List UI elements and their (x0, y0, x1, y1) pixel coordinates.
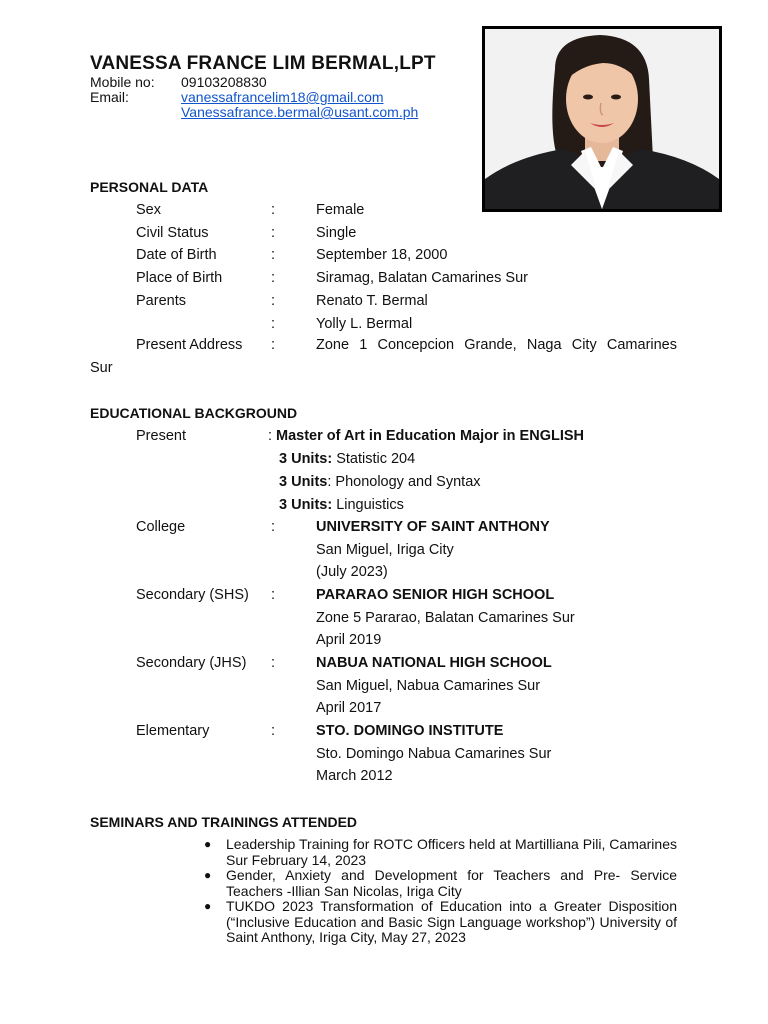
parents-separator-2: : (271, 316, 276, 332)
jhs-separator: : (271, 655, 276, 671)
bullet-icon: ● (204, 868, 212, 882)
present-degree: Master of Art in Education Major in ENGLISH (276, 428, 585, 444)
college-date: (July 2023) (316, 564, 388, 580)
civil-status-value: Single (316, 225, 357, 241)
college-separator: : (271, 519, 276, 535)
profile-photo (482, 26, 722, 212)
mobile-label: Mobile no: (90, 74, 155, 90)
father-name: Renato T. Bermal (316, 293, 428, 309)
address-value: Zone 1 Concepcion Grande, Naga City Camarines (316, 337, 677, 353)
unit-count: 3 Units: (279, 497, 333, 513)
elementary-label: Elementary (136, 723, 210, 739)
sex-label: Sex (136, 202, 161, 218)
present-label: Present (136, 428, 186, 444)
personal-data-heading: PERSONAL DATA (90, 179, 209, 195)
email-link-secondary[interactable]: Vanessafrance.bermal@usant.com.ph (181, 104, 419, 120)
jhs-date: April 2017 (316, 700, 382, 716)
birth-place-label: Place of Birth (136, 270, 223, 286)
birth-date-label: Date of Birth (136, 247, 217, 263)
unit-count: 3 Units: (279, 451, 333, 467)
sex-value: Female (316, 202, 365, 218)
address-label: Present Address (136, 337, 243, 353)
list-item (202, 899, 677, 946)
college-school-address: San Miguel, Iriga City (316, 542, 454, 558)
seminars-heading: SEMINARS AND TRAININGS ATTENDED (90, 814, 358, 830)
email-link-primary[interactable]: vanessafrancelim18@gmail.com (181, 89, 384, 105)
applicant-name: VANESSA FRANCE LIM BERMAL,LPT (90, 53, 436, 74)
bullet-icon: ● (204, 837, 212, 851)
unit-subject: : Phonology and Syntax (327, 474, 481, 490)
jhs-school-name: NABUA NATIONAL HIGH SCHOOL (316, 655, 552, 671)
elementary-school-address: Sto. Domingo Nabua Camarines Sur (316, 746, 552, 762)
mobile-number: 09103208830 (181, 74, 267, 90)
unit-row (279, 497, 404, 513)
address-value-wrap: Sur (90, 360, 113, 376)
sex-separator: : (271, 202, 276, 218)
jhs-label: Secondary (JHS) (136, 655, 247, 671)
birth-date-separator: : (271, 247, 276, 263)
bullet-icon: ● (204, 899, 212, 913)
education-heading: EDUCATIONAL BACKGROUND (90, 405, 298, 421)
elementary-separator: : (271, 723, 276, 739)
civil-status-separator: : (271, 225, 276, 241)
mother-name: Yolly L. Bermal (316, 316, 413, 332)
list-item (202, 868, 677, 899)
parents-separator: : (271, 293, 276, 309)
present-separator: : (268, 428, 273, 444)
email-label: Email: (90, 89, 129, 105)
civil-status-label: Civil Status (136, 225, 209, 241)
unit-count: 3 Units (279, 474, 328, 490)
unit-row (279, 474, 481, 490)
shs-school-address: Zone 5 Pararao, Balatan Camarines Sur (316, 610, 575, 626)
seminars-list (202, 837, 677, 946)
college-school-name: UNIVERSITY OF SAINT ANTHONY (316, 519, 550, 535)
elementary-school-name: STO. DOMINGO INSTITUTE (316, 723, 504, 739)
unit-subject: Linguistics (332, 497, 404, 513)
shs-label: Secondary (SHS) (136, 587, 249, 603)
college-label: College (136, 519, 186, 535)
birth-place-separator: : (271, 270, 276, 286)
seminar-text: Gender, Anxiety and Development for Teachers and Pre- Service Teachers -Illian San Nicolas, Iriga City (226, 867, 677, 899)
parents-label: Parents (136, 293, 186, 309)
unit-row (279, 451, 415, 467)
seminar-text: TUKDO 2023 Transformation of Education into a Greater Disposition (“Inclusive Education and Basic Sign Language workshop”) University of Saint Anthony, Iriga City, May 27, 2023 (226, 898, 677, 945)
jhs-school-address: San Miguel, Nabua Camarines Sur (316, 678, 541, 694)
list-item (202, 837, 677, 868)
shs-school-name: PARARAO SENIOR HIGH SCHOOL (316, 587, 555, 603)
address-separator: : (271, 337, 276, 353)
unit-subject: Statistic 204 (332, 451, 416, 467)
birth-place-value: Siramag, Balatan Camarines Sur (316, 270, 528, 286)
seminar-text: Leadership Training for ROTC Officers held at Martilliana Pili, Camarines Sur February 14, 2023 (226, 836, 677, 868)
shs-separator: : (271, 587, 276, 603)
shs-date: April 2019 (316, 632, 382, 648)
birth-date-value: September 18, 2000 (316, 247, 448, 263)
elementary-date: March 2012 (316, 768, 393, 784)
